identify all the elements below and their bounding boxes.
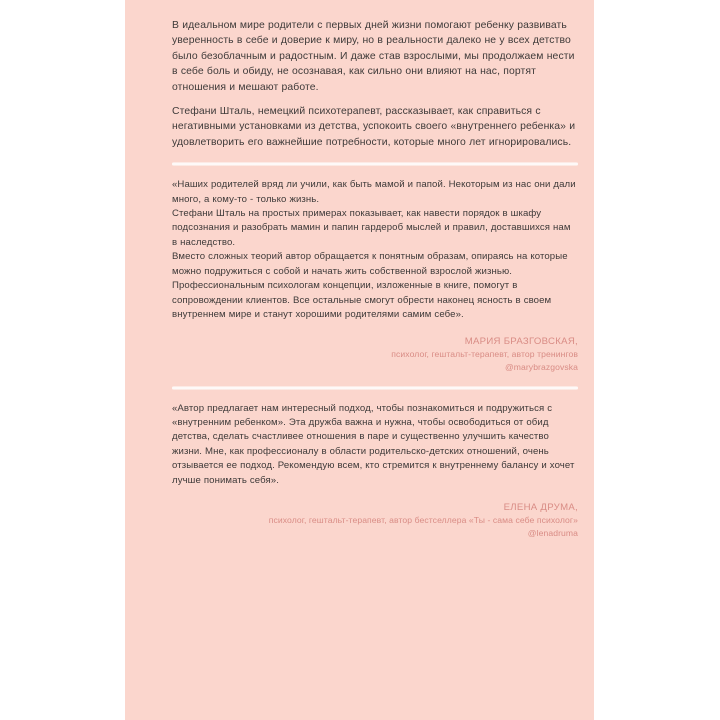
intro-block: [172, 18, 578, 150]
review-block-1: [172, 178, 578, 373]
review2-author-handle: @lenadruma: [527, 527, 578, 538]
review2-author-role: психолог, гештальт-терапевт, автор бестселлера «Ты - сама себе психолог»: [268, 514, 578, 525]
review2-paragraph-1: «Автор предлагает нам интересный подход, чтобы познакомиться и подружиться с «внутренним ребенком». Эта дружба важна и нужна, чтобы освободиться от обид детства, сделать счастливее отношения в паре и существенно улучшить качество жизни. Мне, как профессионалу в области родительско-детских отношений, очень отзывается ее подход. Рекомендую всем, кто стремится к внутреннему балансу и хочет лучше понимать себя».: [172, 402, 575, 486]
review1-author-name: МАРИЯ БРАЗГОВСКАЯ,: [464, 336, 578, 348]
intro-paragraph-2: Стефани Шталь, немецкий психотерапевт, рассказывает, как справиться с негативными установками из детства, успокоить своего «внутреннего ребенка» и удовлетворить его важнейшие потребности, которые много лет игнорировались.: [172, 106, 576, 148]
intro-paragraph-1: В идеальном мире родители с первых дней жизни помогают ребенку развивать уверенность в себе и доверие к миру, но в реальности далеко не у всех детство было безоблачным и радостным. И даже став взрослыми, мы продолжаем нести в себе боль и обиду, не осознавая, как сильно они влияют на нас, портят отношения и мешают работе.: [172, 20, 575, 93]
review1-paragraph-4: Профессиональным психологам концепции, изложенные в книге, помогут в сопровождении клиентов. Все остальные смогут обрести наконец ясность в своем внутреннем мире и станут хорошими родителями самим себе».: [172, 280, 552, 320]
cover-content: [172, 18, 578, 539]
review1-author-handle: @marybrazgovska: [504, 361, 578, 372]
review2-author-name: ЕЛЕНА ДРУМА,: [503, 501, 578, 513]
review1-paragraph-2: Стефани Шталь на простых примерах показывает, как навести порядок в шкафу подсознания и разобрать мамин и папин гардероб мыслей и правил, доставшихся нам в наследство.: [172, 208, 571, 248]
book-back-cover: [125, 0, 594, 720]
review2-attribution: [172, 501, 578, 539]
review-block-2: [172, 402, 578, 540]
review1-author-role: психолог, гештальт-терапевт, автор тренингов: [391, 349, 578, 360]
divider-2: [172, 386, 578, 390]
review1-paragraph-1: «Наших родителей вряд ли учили, как быть мамой и папой. Некоторым из нас они дали много, а кому-то - только жизнь.: [172, 179, 576, 205]
divider-1: [172, 162, 578, 166]
review1-attribution: [172, 335, 578, 373]
review1-paragraph-3: Вместо сложных теорий автор обращается к понятным образам, опираясь на которые можно подружиться с собой и начать жить собственной взрослой жизнью.: [172, 251, 568, 277]
